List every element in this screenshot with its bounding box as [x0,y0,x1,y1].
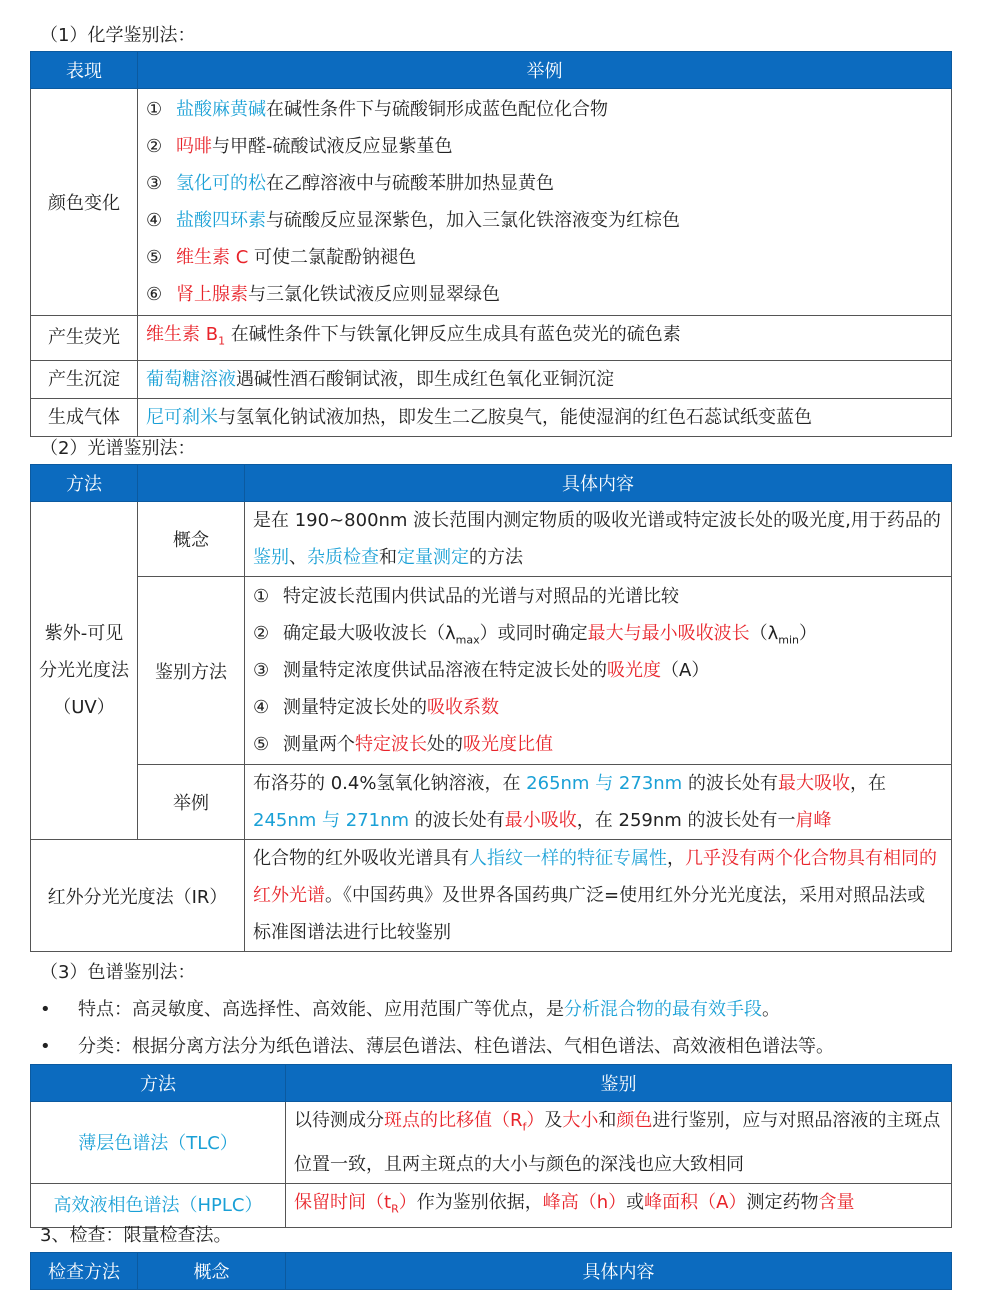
item-number: ① [253,586,270,607]
highlight [294,1191,417,1216]
text-part: 特点：高灵敏度、高选择性、高效能、应用范围广等优点，是 [78,999,564,1020]
list-item [146,91,943,128]
sub-label-method: 鉴别方法 [138,577,245,765]
highlight: 杂质检查 [307,547,379,568]
text-part: 布洛芬的 0.4%氢氧化钠溶液，在 [253,773,527,794]
header-cell: 举例 [138,52,952,89]
bullet-classification [40,1035,834,1059]
highlight: 大小 [562,1110,599,1131]
text-part: 作为鉴别依据， [416,1191,543,1213]
table-row [31,502,952,577]
table-header [31,52,952,89]
text-part: 及 [544,1110,563,1131]
text-part: ， [667,848,685,869]
drug-name: 氢化可的松 [176,173,266,194]
item-text: 在碱性条件下与硫酸铜形成蓝色配位化合物 [266,99,608,120]
row-label-uv: 紫外-可见分光光度法（UV） [31,502,138,840]
item-text: 与三氯化铁试液反应则显翠绿色 [248,284,500,305]
highlight: 245nm 与 271nm [253,810,410,831]
chemical-identification-table [30,51,952,437]
text-part: 化合物的红外吸收光谱具有 [253,848,469,869]
list-item [146,239,943,276]
highlight: 颜色 [616,1110,653,1131]
list-item [146,202,943,239]
hplc-text [286,1183,952,1228]
bullet-mark: • [40,1036,51,1057]
row-label-precipitate: 产生沉淀 [31,360,138,398]
concept-text [245,502,952,577]
sub-label-example: 举例 [138,765,245,840]
item-text: 可使二氯靛酚钠褪色 [248,247,417,268]
item-text: ） [799,623,818,644]
item-number: ② [146,136,163,157]
highlight: 峰面积（A） [644,1191,747,1213]
text-part: ，在 [849,773,886,794]
highlight-text: ） [398,1191,417,1213]
list-item [146,128,943,165]
table-row [31,840,952,952]
list-item [146,276,943,313]
highlight: 最大吸收 [777,773,850,794]
item-text: 测量两个 [283,734,355,755]
text-part: 和 [598,1110,617,1131]
item-number: ④ [146,210,163,231]
drug-name-text: 维生素 B [146,324,219,345]
highlight: 人指纹一样的特征专属性 [469,848,667,869]
item-text: 特定波长范围内供试品的光谱与对照品的光谱比较 [283,586,679,607]
highlight: 吸光度 [607,660,661,681]
subscript: R [391,1202,399,1216]
highlight: 最小吸收 [504,810,577,831]
chromatography-table [30,1064,952,1228]
method-list [245,577,952,765]
list-item [146,165,943,202]
sub-label-concept: 概念 [138,502,245,577]
drug-name: 维生素 C [176,247,249,268]
table-header [31,1253,952,1290]
item-text: 测量特定浓度供试品溶液在特定波长处的 [283,660,607,681]
row-label-hplc: 高效液相色谱法（HPLC） [31,1183,286,1228]
item-text: 确定最大吸收波长（λ [283,623,456,644]
highlight-text: 保留时间（t [294,1191,392,1213]
section-1-title: （1）化学鉴别法： [40,25,196,46]
table-row [31,360,952,398]
subscript: 1 [218,334,226,348]
table-row [31,1183,952,1228]
highlight: 鉴别 [253,547,289,568]
text-part: 。 [762,999,780,1020]
header-cell: 概念 [138,1253,286,1290]
drug-name: 吗啡 [176,136,212,157]
item-text: 测量特定波长处的 [283,697,427,718]
section-2-title: （2）光谱鉴别法： [40,438,196,459]
text-part: 的波长处有 [409,810,505,831]
highlight: 吸光度比值 [463,734,553,755]
color-change-list [138,89,952,316]
drug-name: 尼可刹米 [146,406,218,428]
highlight-text: 斑点的比移值（R [384,1110,523,1131]
item-number: ③ [146,173,163,194]
header-cell: 鉴别 [286,1065,952,1102]
table-row [31,398,952,436]
bullet-mark: • [40,999,51,1020]
item-number: ⑤ [146,247,163,268]
ir-text [245,840,952,952]
list-item [253,615,943,652]
section-4-title: 3、检查：限量检查法。 [40,1225,232,1246]
table-row [31,765,952,840]
header-cell: 具体内容 [286,1253,952,1290]
gas-text [138,398,952,436]
subscript: max [455,633,480,647]
header-cell: 方法 [31,1065,286,1102]
row-label-gas: 生成气体 [31,398,138,436]
header-cell: 检查方法 [31,1253,138,1290]
item-text: （λ [749,623,779,644]
highlight: 特定波长 [355,734,427,755]
header-cell: 具体内容 [245,465,952,502]
drug-name: 盐酸麻黄碱 [176,99,266,120]
drug-name: 葡萄糖溶液 [146,368,236,390]
item-text: 处的 [427,734,463,755]
list-item [253,689,943,726]
text-part: 的方法 [469,547,523,568]
precipitate-text [138,360,952,398]
drug-name: 肾上腺素 [176,284,248,305]
row-label-tlc: 薄层色谱法（TLC） [31,1102,286,1184]
item-number: ③ [253,660,270,681]
tlc-text [286,1102,952,1184]
text-part: 或 [626,1191,645,1213]
text-part: 、 [289,547,307,568]
text-part: 是在 190~800nm 波长范围内测定物质的吸收光谱或特定波长处的吸光度,用于药品的 [253,510,941,531]
text-part: 测定药物 [746,1191,819,1213]
spectral-identification-table [30,464,952,952]
text-part: 分类：根据分离方法分为纸色谱法、薄层色谱法、柱色谱法、气相色谱法、高效液相色谱法等。 [78,1036,834,1057]
subscript: min [778,633,800,647]
item-text: 与氢氧化钠试液加热，即发生二乙胺臭气，能使湿润的红色石蕊试纸变蓝色 [218,406,812,428]
table-row [31,577,952,765]
highlight: 最大与最小吸收波长 [587,623,750,644]
drug-name: 盐酸四环素 [176,210,266,231]
table-row [31,1102,952,1184]
item-number: ① [146,99,163,120]
header-cell: 表现 [31,52,138,89]
highlight: 含量 [818,1191,855,1213]
item-text: 遇碱性酒石酸铜试液，即生成红色氧化亚铜沉淀 [236,368,614,390]
highlight-text: ） [526,1110,545,1131]
item-text: 在乙醇溶液中与硫酸苯肼加热显黄色 [266,173,554,194]
highlight [384,1110,545,1134]
table-header [31,1065,952,1102]
inspection-table [30,1252,952,1290]
text-part: 。《中国药典》及世界各国药典广泛=使用红外分光光度法，采用对照品法或标准图谱法进行比较鉴别 [253,885,926,943]
highlight: 肩峰 [795,810,832,831]
highlight: 265nm 与 273nm [526,773,683,794]
text-part: 和 [379,547,397,568]
item-number: ⑤ [253,734,270,755]
table-header [31,465,952,502]
item-number: ④ [253,697,270,718]
bullet-features [40,998,780,1022]
row-label-ir: 红外分光光度法（IR） [31,840,245,952]
item-text: 在碱性条件下与铁氰化钾反应生成具有蓝色荧光的硫色素 [225,324,681,345]
item-number: ⑥ [146,284,163,305]
fluorescence-text [138,316,952,361]
example-text [245,765,952,840]
highlight: 几乎没有两个化合物具有相同的红外光谱 [253,848,937,906]
item-number: ② [253,623,270,644]
item-text: 与硫酸反应显深紫色，加入三氯化铁溶液变为红棕色 [266,210,680,231]
item-text: ）或同时确定 [479,623,588,644]
list-item [253,652,943,689]
highlight: 吸收系数 [427,697,499,718]
section-3-title: （3）色谱鉴别法： [40,962,196,983]
text-part: 以待测成分 [294,1110,384,1131]
item-text: 与甲醛-硫酸试液反应显紫堇色 [212,136,453,157]
table-row [31,89,952,316]
header-cell: 方法 [31,465,138,502]
item-text: （A） [661,660,710,681]
text-part: 进行鉴别，应与对照品溶液的主斑点位置一致，且两主斑点的大小与颜色的深浅也应大致相同 [294,1110,941,1175]
list-item [253,578,943,615]
list-item [253,726,943,763]
highlight: 分析混合物的最有效手段 [564,999,762,1020]
table-row [31,316,952,361]
text-part: 的波长处有 [682,773,778,794]
row-label-color-change: 颜色变化 [31,89,138,316]
header-spacer [138,465,245,502]
subscript: f [522,1120,527,1134]
row-label-fluorescence: 产生荧光 [31,316,138,361]
drug-name [146,324,226,348]
highlight: 峰高（h） [542,1191,627,1213]
text-part: ，在 259nm 的波长处有一 [576,810,796,831]
highlight: 定量测定 [397,547,469,568]
